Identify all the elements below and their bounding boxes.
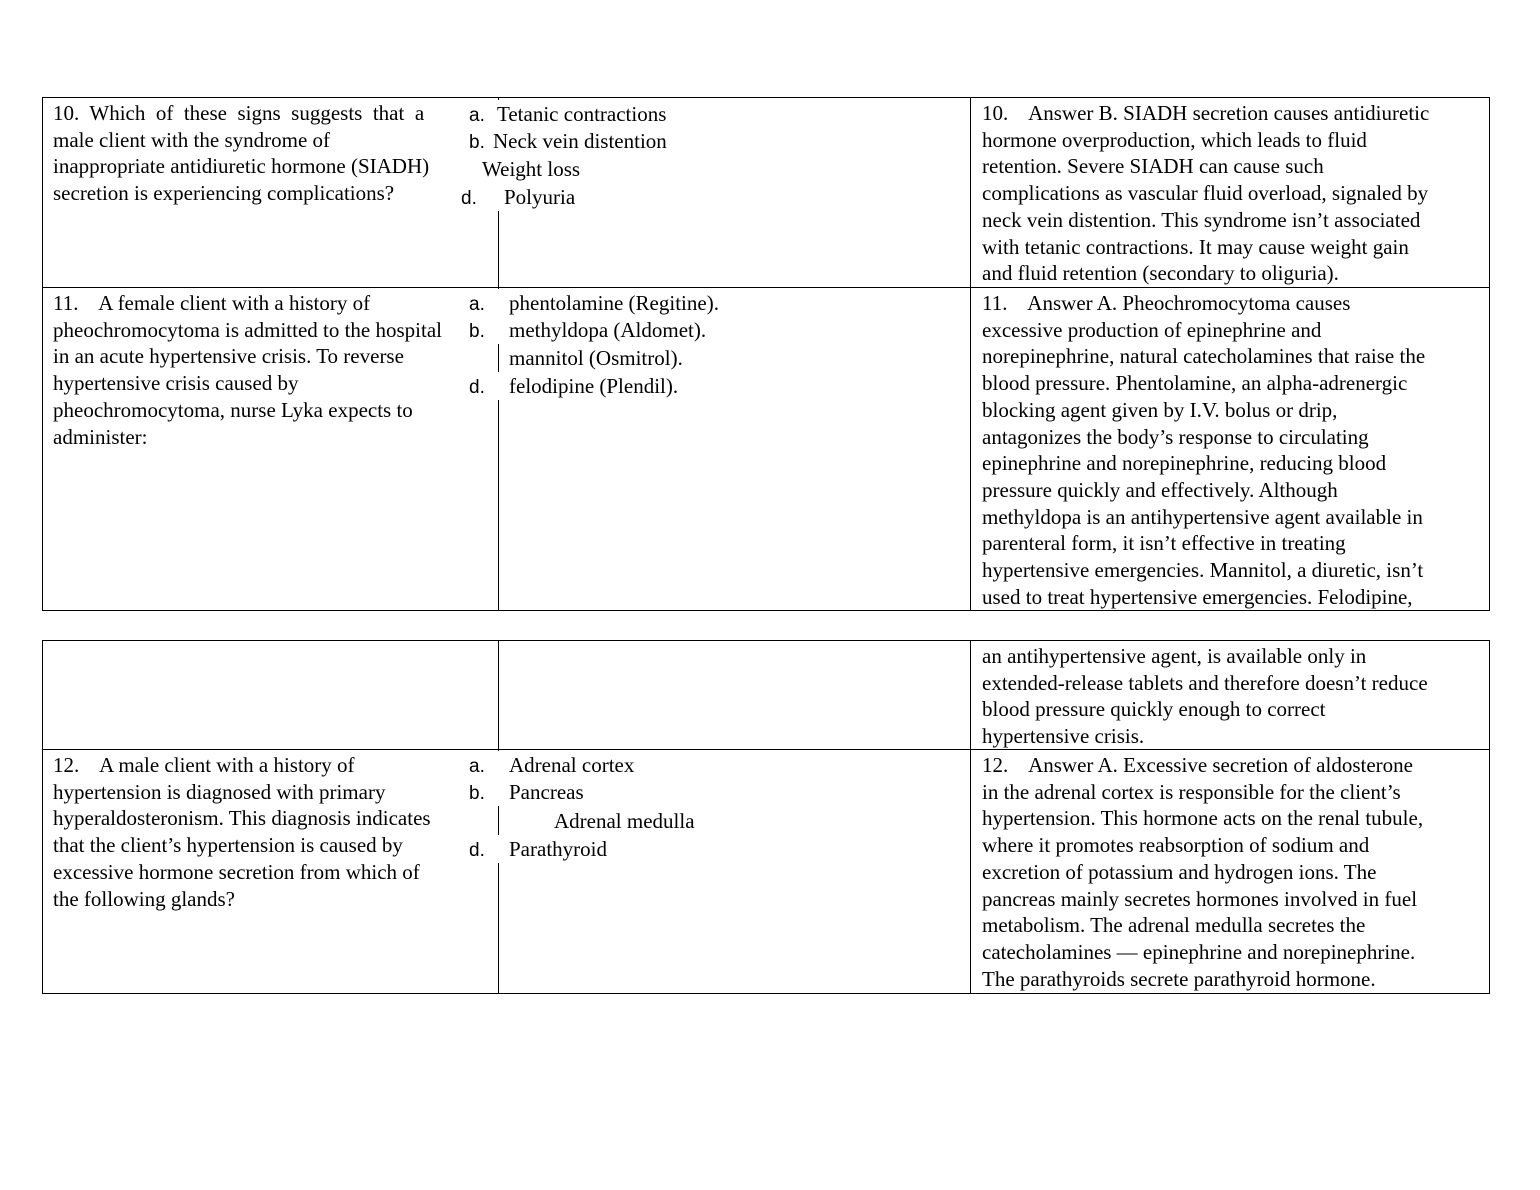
- option-d: d. Polyuria: [455, 183, 575, 211]
- answer-text: 10. Answer B. SIADH secretion causes antidiuretic hormone overproduction, which leads to fluid retention. Severe SIADH can cause such complications as vascular fluid overload, signaled by neck vein distention. This syndrome isn’t associated with tetanic contractions. It may cause weight gain and fluid retention (secondary to oliguria).: [982, 101, 1430, 286]
- question-table-2: [42, 640, 1490, 994]
- question-cell: [43, 288, 498, 610]
- option-b: b. Pancreas: [455, 778, 584, 806]
- option-a: a. Adrenal cortex: [455, 751, 634, 779]
- question-row-12: [43, 749, 1489, 993]
- question-text: 10. Which of these signs suggests that a male client with the syndrome of inappropriate antidiuretic hormone (SIADH) secretion is experiencing complications?: [53, 101, 430, 206]
- answer-cell: [970, 288, 1489, 610]
- option-c: Adrenal medulla: [550, 807, 695, 835]
- answer-text: 11. Answer A. Pheochromocytoma causes excessive production of epinephrine and norepinephrine, natural catecholamines that raise the blood pressure. Phentolamine, an alpha-adrenergic blocking agent given by I.V. bolus or drip, antagonizes the body’s response to circulating epinephrine and norepinephrine, reducing blood pressure quickly and effectively. Although methyldopa is an antihypertensive agent available in parenteral form, it isn’t effective in treating hypertensive emergencies. Mannitol, a diuretic, isn’t used to treat hypertensive emergencies. Felodipine,: [982, 291, 1426, 609]
- empty-cell: [43, 641, 498, 749]
- question-text: 11. A female client with a history of pheochromocytoma is admitted to the hospital in an acute hypertensive crisis. To reverse hypertensive crisis caused by pheochromocytoma, nurse Lyka expects to administer:: [53, 291, 443, 449]
- option-d: d. Parathyroid: [455, 835, 607, 863]
- question-cell: [43, 750, 498, 993]
- option-a: a. phentolamine (Regitine).: [455, 289, 719, 317]
- answer-text: an antihypertensive agent, is available only in extended-release tablets and therefore doesn’t reduce blood pressure quickly enough to correct hypertensive crisis.: [982, 644, 1428, 749]
- empty-cell: [498, 641, 970, 749]
- answer-continuation-cell: [970, 641, 1489, 749]
- option-b: b. Neck vein distention: [455, 127, 667, 155]
- question-cell: [43, 98, 498, 287]
- option-a: a. Tetanic contractions: [455, 100, 666, 128]
- option-b: b. methyldopa (Aldomet).: [455, 316, 706, 344]
- answer-text: 12. Answer A. Excessive secretion of aldosterone in the adrenal cortex is responsible for the client’s hypertension. This hormone acts on the renal tubule, where it promotes reabsorption of sodium and excretion of potassium and hydrogen ions. The pancreas mainly secretes hormones involved in fuel metabolism. The adrenal medulla secretes the catecholamines — epinephrine and norepinephrine. The parathyroids secrete parathyroid hormone.: [982, 753, 1424, 991]
- question-row-10: [43, 98, 1489, 287]
- option-c: Weight loss: [455, 155, 580, 183]
- option-c: mannitol (Osmitrol).: [505, 344, 683, 372]
- answer-cell: [970, 750, 1489, 993]
- question-table-1: [42, 97, 1490, 611]
- continuation-row: [43, 641, 1489, 749]
- question-row-11: [43, 287, 1489, 610]
- answer-cell: [970, 98, 1489, 287]
- question-text: 12. A male client with a history of hypertension is diagnosed with primary hyperaldosteronism. This diagnosis indicates that the client’s hypertension is caused by excessive hormone secretion from which of the following glands?: [53, 753, 431, 911]
- option-d: d. felodipine (Plendil).: [455, 372, 678, 400]
